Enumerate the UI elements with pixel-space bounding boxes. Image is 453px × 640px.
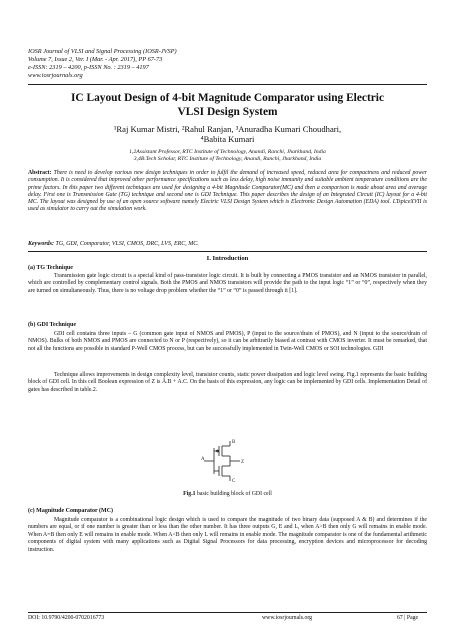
abstract-text: There is need to develop various new design techniques in order to fulfil the demand of increased speed, reduced area for compactness and reduced power consumption. It is considered that improved other performance specifications such as less delay, high noise immunity and suitable ambient temperature conditions are the prime factors. In this paper two different techniques are used for designing a 4-bit Magnitude Comparator(MC) and then a comparison is made about area and average delay. First one is Transmission Gate (TG) technique and second one is GDI Technique. This paper describes the design of an Integrated Circuit (IC) layout for a 4-bit MC. The layout was designed by use of an open source software namely Electric VLSI Design System which is Electronic Design Automation (EDA) tool. LTspiceXVII is used as simulator to carry out the simulation work. xyxy=(28,170,428,213)
subheading-mc: (c) Magnitude Comparator (MC) xyxy=(28,508,114,514)
footer-doi: DOI: 10.9790/4200-0702016773 xyxy=(28,615,105,621)
keywords-label: Keywords: xyxy=(28,241,54,247)
header-rule xyxy=(28,84,427,85)
abstract xyxy=(28,170,427,214)
abstract-label: Abstract: xyxy=(28,170,52,176)
paragraph-tg xyxy=(28,273,427,295)
authors-line-1: ¹Raj Kumar Mistri, ²Rahul Ranjan, ³Anuradha Kumari Choudhari, xyxy=(113,124,342,134)
caption-label: Fig.1 xyxy=(183,491,196,497)
title-line-1: IC Layout Design of 4-bit Magnitude Comparator using Electric xyxy=(70,92,385,104)
journal-issn: e-ISSN: 2319 – 4200, p-ISSN No. : 2319 – 4197 xyxy=(28,64,149,71)
journal-volume: Volume 7, Issue 2, Ver. I (Mar. - Apr. 2017), PP 67-73 xyxy=(28,56,163,63)
gdi-cell-figure xyxy=(200,438,252,484)
author-list xyxy=(40,124,415,144)
affiliations xyxy=(40,149,415,163)
paragraph-gdi-1 xyxy=(28,331,427,353)
footer-rule xyxy=(28,612,427,613)
paragraph-gdi-2 xyxy=(28,372,427,394)
affiliation-1: 1,2Assistant Professor, RTC Institute of Technology, Anandi, Ranchi, Jharkhand, India xyxy=(129,149,326,155)
subheading-gdi: (b) GDI Technique xyxy=(28,322,77,328)
keywords-text: TG, GDI, Comparator, VLSI, CMOS, DRC, LVS, ERC, MC. xyxy=(55,241,199,247)
authors-line-2: ⁴Babita Kumari xyxy=(200,134,255,144)
caption-text: basic building block of GDI cell xyxy=(195,491,272,497)
label-z: Z xyxy=(241,460,245,465)
affiliation-2: 3,4B.Tech Scholar, RTC Institute of Technology, Anandi, Ranchi, Jharkhand, India xyxy=(133,156,322,162)
label-a: A xyxy=(201,457,205,462)
title-line-2: VLSI Design System xyxy=(177,106,278,118)
journal-website: www.iosrjournals.org xyxy=(28,72,83,79)
section-heading-introduction: I. Introduction xyxy=(206,255,249,262)
journal-name: IOSR Journal of VLSI and Signal Processing (IOSR-JVSP) xyxy=(28,48,177,55)
paragraph-gdi-1-text: GDI cell contains three inputs – G (common gate input of NMOS and PMOS), P (input to the source/drain of PMOS), and N (input to the source/drain of NMOS). Bulks of both NMOS and PMOS are connected to N or P (respectively), so it can be arbitrarily biased at contrast with CMOS inverter. It must be remarked, that not all the functions are possible in standard P-Well CMOS process, but can be successfully implemented in Twin-Well CMOS or SOI technologies. GDI xyxy=(28,331,427,352)
paragraph-mc-text: Magnitude comparator is a combinational logic design which is used to compare the magnitude of two binary data (supposed A & B) and determines if the numbers are equal, or if one number is greater than or less than the other number. It has three outputs G, E and L, when A>B then only G will remains in enable mode. When A=B then only E will remains in enable mode. When A<B then only L will remains in enable mode. The magnitude comparator is one of the fundamental arithmetic components of digital system with many applications such as Digital Signal Processors for data processing, encryption devices and microprocessor for decoding instruction. xyxy=(28,517,427,553)
label-b: B xyxy=(232,440,236,445)
footer-page-number: 67 | Page xyxy=(397,615,419,621)
figure-caption xyxy=(40,491,415,498)
paragraph-gdi-2-text: Technique allows improvements in design complexity level, transistor counts, static power dissipation and logic level swing. Fig.1 represents the basic building block of GDI cell. In this cell Boolean expression of Z is Ā.B + A.C. On the basis of this expression, any logic can be implemented by GDI cells. Implementation Detail of gates has described in table.2. xyxy=(28,372,427,393)
keywords xyxy=(28,241,427,248)
abstract-rule xyxy=(28,251,427,252)
journal-header xyxy=(28,48,428,80)
paper-title xyxy=(40,91,415,119)
paragraph-tg-text: Transmission gate logic circuit is a special kind of pass-transistor logic circuit. It is built by connecting a PMOS transistor and an NMOS transistor in parallel, which are controlled by complementary control signals. Both the PMOS and NMOS transistors will provide the path to the input logic “1” or “0”, respectively when they are turned on simultaneously. Thus, there is no voltage drop problem whether the “1” or “0” is passed through it [1]. xyxy=(28,273,427,294)
label-c: C xyxy=(232,479,236,484)
footer-website: www.iosrjournals.org xyxy=(262,615,313,621)
paragraph-mc xyxy=(28,517,427,554)
subheading-tg: (a) TG Technique xyxy=(28,265,73,271)
